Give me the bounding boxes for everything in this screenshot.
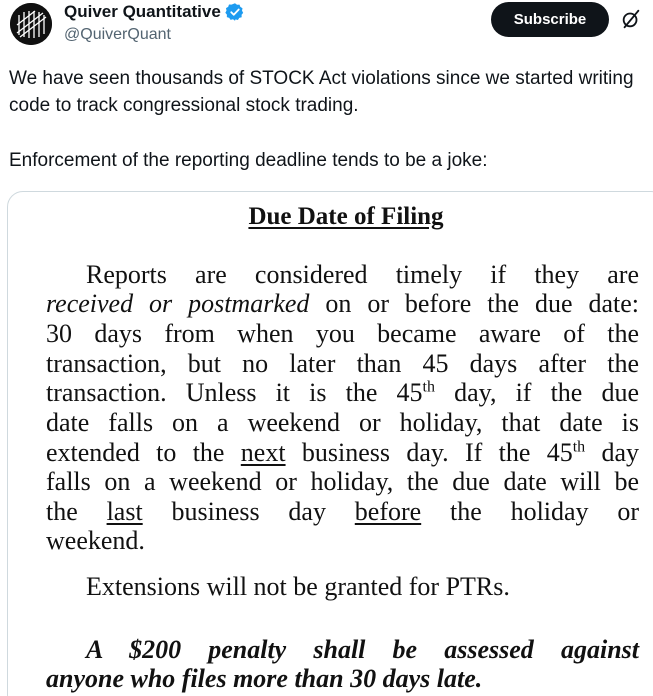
doc-penalty-text-1: A $200 penalty shall be assessed against xyxy=(86,635,639,664)
tweet-header xyxy=(0,0,653,60)
doc-line-8-text: falls on a weekend or holiday, the due date will be xyxy=(46,467,639,496)
doc-line-4 xyxy=(46,349,639,379)
doc-line-3 xyxy=(46,319,639,349)
doc-line-9-text-a: the xyxy=(46,497,78,526)
display-name[interactable]: Quiver Quantitative xyxy=(64,2,221,21)
doc-line-7-underlined: next xyxy=(240,438,286,467)
doc-line-5-text-b: day, if the due xyxy=(454,378,639,407)
doc-line-2-italic: received or postmarked xyxy=(46,289,310,318)
doc-line-9-underlined-2: before xyxy=(354,497,422,526)
doc-line-5 xyxy=(46,378,639,408)
verified-badge-icon xyxy=(225,2,245,22)
doc-line-10-text: weekend. xyxy=(46,526,145,555)
doc-line-4-text: transaction, but no later than 45 days after the xyxy=(46,349,639,378)
doc-line-1-text: Reports are considered timely if they are xyxy=(86,260,639,289)
doc-line-9-text-c: the holiday or xyxy=(450,497,640,526)
doc-line-7 xyxy=(46,438,639,468)
doc-extensions-line xyxy=(86,572,510,602)
document-title: Due Date of Filing xyxy=(248,203,444,230)
doc-line-3-text: 30 days from when you became aware of the xyxy=(46,319,639,348)
doc-penalty-text-2: anyone who files more than 30 days late. xyxy=(46,664,483,693)
doc-line-7-sup: th xyxy=(572,438,586,456)
doc-line-9-text-b: business day xyxy=(171,497,326,526)
doc-line-1 xyxy=(86,260,639,290)
subscribe-button[interactable]: Subscribe xyxy=(491,2,609,37)
doc-line-7-text-c: day xyxy=(601,438,640,467)
handle[interactable]: @QuiverQuant xyxy=(64,26,171,43)
doc-line-5-text-a: transaction. Unless it is the 45 xyxy=(46,378,423,407)
quiver-logo-icon xyxy=(10,3,52,45)
doc-extensions-text: Extensions will not be granted for PTRs. xyxy=(86,572,510,601)
doc-line-2 xyxy=(46,289,639,319)
tweet-text-paragraph-1: We have seen thousands of STOCK Act violations since we started writing code to track congressional stock trading. xyxy=(9,68,634,116)
name-row xyxy=(64,2,245,22)
doc-line-2-text: on or before the due date: xyxy=(325,289,640,318)
avatar[interactable] xyxy=(10,3,52,45)
doc-line-9 xyxy=(46,497,639,527)
attached-image[interactable] xyxy=(7,191,653,696)
tweet-text-paragraph-2: Enforcement of the reporting deadline tends to be a joke: xyxy=(9,150,488,171)
doc-line-6-text: date falls on a weekend or holiday, that date is xyxy=(46,408,639,437)
doc-line-7-text-b: business day. If the 45 xyxy=(301,438,573,467)
doc-penalty-line-1 xyxy=(86,635,639,665)
doc-line-9-underlined-1: last xyxy=(106,497,143,526)
doc-line-8 xyxy=(46,467,639,497)
doc-penalty-line-2 xyxy=(46,664,482,694)
doc-line-6 xyxy=(46,408,639,438)
doc-line-7-text-a: extended to the xyxy=(46,438,225,467)
doc-line-10 xyxy=(46,526,145,556)
grok-icon[interactable] xyxy=(620,8,642,30)
doc-line-5-sup: th xyxy=(422,378,435,396)
